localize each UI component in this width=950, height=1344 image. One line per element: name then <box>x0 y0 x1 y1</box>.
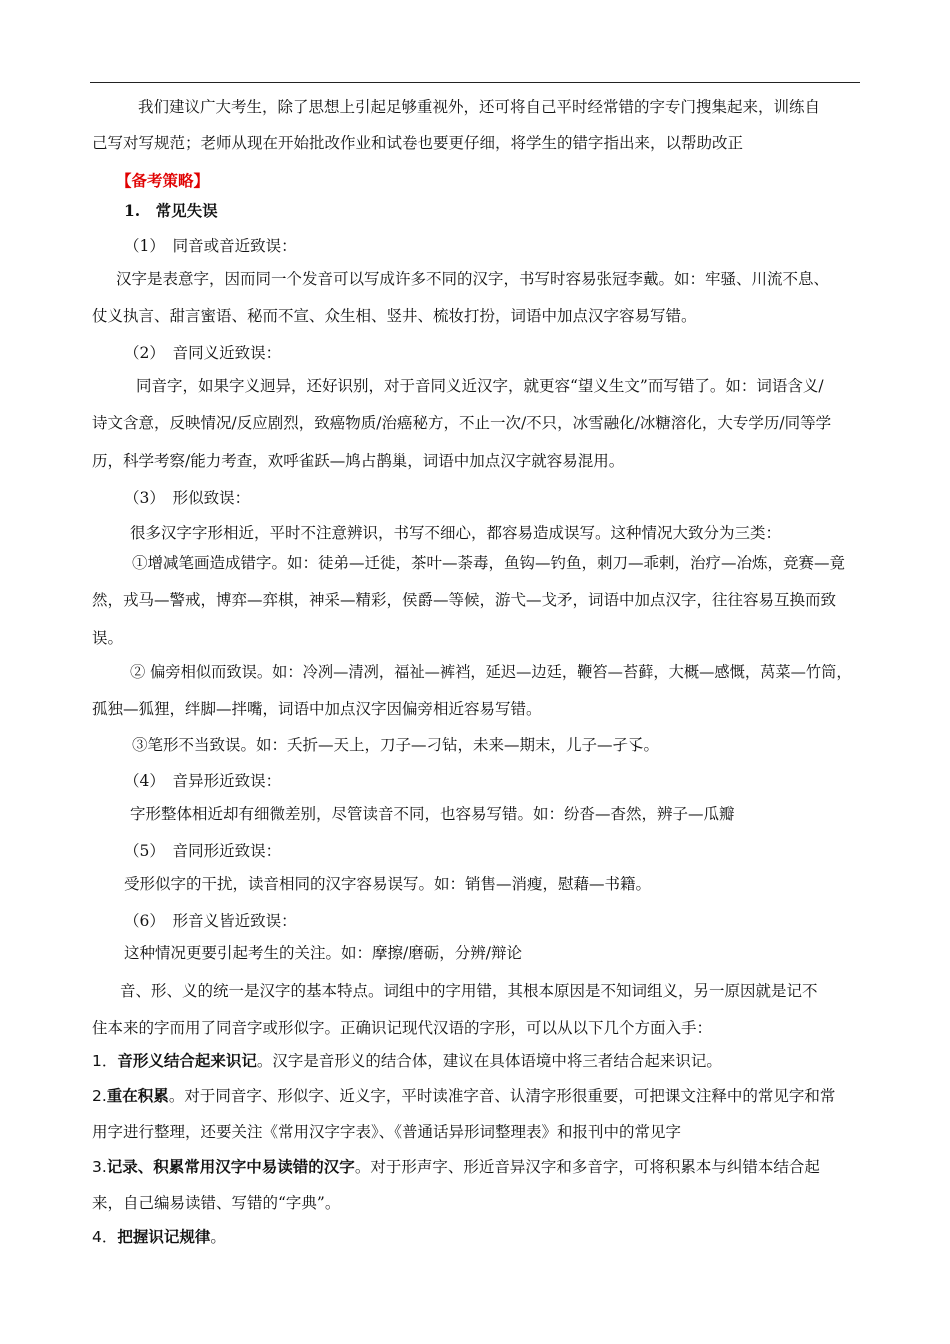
method-item-2 <box>92 1086 835 1106</box>
item-text: 。汉字是音形义的结合体，建议在具体语境中将三者结合起来识记。 <box>256 1052 722 1070</box>
paragraph-line: 己写对写规范；老师从现在开始批改作业和试卷也要更仔细，将学生的错字指出来，以帮助改正 <box>92 134 744 152</box>
method-item-3 <box>92 1157 820 1177</box>
item-number: 2. <box>92 1087 107 1105</box>
item-number: 4． <box>92 1228 118 1246</box>
item-number: 1． <box>92 1052 118 1070</box>
method-item-4 <box>92 1227 226 1247</box>
paragraph-line: ①增减笔画造成错字。如：徒弟—迁徙，茶叶—荼毒，鱼钩—钓鱼，刺刀—乖剌，治疗—冶炼，竞赛—竟 <box>132 554 846 572</box>
method-item-3-cont <box>92 1193 340 1213</box>
paragraph-line: 历，科学考察/能力考查，欢呼雀跃—鸠占鹊巢，词语中加点汉字就容易混用。 <box>92 452 625 470</box>
item-text: 来，自己编易读错、写错的“字典”。 <box>92 1194 341 1212</box>
paragraph-line: 孤独—狐狸，绊脚—拌嘴，词语中加点汉字因偏旁相近容易写错。 <box>92 700 542 718</box>
paragraph-line: 我们建议广大考生，除了思想上引起足够重视外，还可将自己平时经常错的字专门搜集起来，训练自 <box>138 98 821 116</box>
item-text: 用字进行整理，还要关注《常用汉字字表》、《普通话异形词整理表》和报刊中的常见字 <box>92 1123 682 1141</box>
section-heading: 【备考策略】 <box>116 171 210 190</box>
subheading: （2） 音同义近致误： <box>124 344 282 362</box>
item-text: 。 <box>210 1228 226 1246</box>
paragraph-line: 音、形、义的统一是汉字的基本特点。词组中的字用错，其根本原因是不知词组义，另一原因就是记不 <box>120 982 818 1000</box>
method-item-1 <box>92 1051 722 1071</box>
paragraph-line: 汉字是表意字，因而同一个发音可以写成许多不同的汉字，书写时容易张冠李戴。如：牢骚、川流不息、 <box>116 270 830 288</box>
header-rule <box>90 82 860 83</box>
paragraph-line: 然，戎马—警戒，博弈—弈棋，神采—精彩，侯爵—等候，游弋—戈矛，词语中加点汉字，往往容易互换而致 <box>92 591 837 609</box>
item-title: 记录、积累常用汉字中易读错的汉字 <box>106 1157 355 1176</box>
paragraph-line: 仗义执言、甜言蜜语、秘而不宣、众生相、竖井、梳妆打扮，词语中加点汉字容易写错。 <box>92 307 697 325</box>
method-item-2-cont <box>92 1122 681 1142</box>
item-title: 重在积累 <box>106 1086 169 1105</box>
item-title: 音形义结合起来识记 <box>117 1051 257 1070</box>
subheading: （1） 同音或音近致误： <box>124 237 297 255</box>
paragraph-line: 这种情况更要引起考生的关注。如：摩擦/磨砺，分辨/辩论 <box>124 944 522 962</box>
item-text: 。对于形声字、形近音异汉字和多音字，可将积累本与纠错本结合起 <box>354 1158 820 1176</box>
paragraph-line: 同音字，如果字义迥异，还好识别，对于音同义近汉字，就更容“望义生文”而写错了。如：词语含义/ <box>136 377 824 395</box>
paragraph-line: 受形似字的干扰，读音相同的汉字容易误写。如：销售—消瘦，慰藉—书籍。 <box>124 875 652 893</box>
paragraph-line: ③笔形不当致误。如：夭折—天上，刀子—刁钻，未来—期末，儿子—孑孓。 <box>132 736 660 754</box>
paragraph-line: 住本来的字而用了同音字或形似字。正确识记现代汉语的字形，可以从以下几个方面入手： <box>92 1019 713 1037</box>
paragraph-line: 诗文含意，反映情况/反应剧烈，致癌物质/治癌秘方，不止一次/不只，冰雪融化/冰糖溶化，大专学历/同等学 <box>92 414 832 432</box>
subheading: （6） 形音义皆近致误： <box>124 912 297 930</box>
paragraph-line: 字形整体相近却有细微差别，尽管读音不同，也容易写错。如：纷沓—杳然，辨子—瓜瓣 <box>130 805 735 823</box>
subheading: （4） 音异形近致误： <box>124 772 282 790</box>
paragraph-line: ② 偏旁相似而致误。如：冷冽—清冽，福祉—裤裆，延迟—边廷，鞭笞—苔藓，大概—感慨，莴菜—竹筒， <box>130 663 852 681</box>
subheading: （5） 音同形近致误： <box>124 842 282 860</box>
item-number: 3. <box>92 1158 107 1176</box>
item-title: 把握识记规律 <box>117 1227 211 1246</box>
subheading: 1. 常见失误 <box>124 201 218 220</box>
paragraph-line: 很多汉字字形相近，平时不注意辨识，书写不细心，都容易造成误写。这种情况大致分为三类： <box>130 524 782 542</box>
paragraph-line: 误。 <box>92 629 124 647</box>
item-text: 。对于同音字、形似字、近义字，平时读准字音、认清字形很重要，可把课文注释中的常见字和常 <box>168 1087 836 1105</box>
subheading: （3） 形似致误： <box>124 489 251 507</box>
